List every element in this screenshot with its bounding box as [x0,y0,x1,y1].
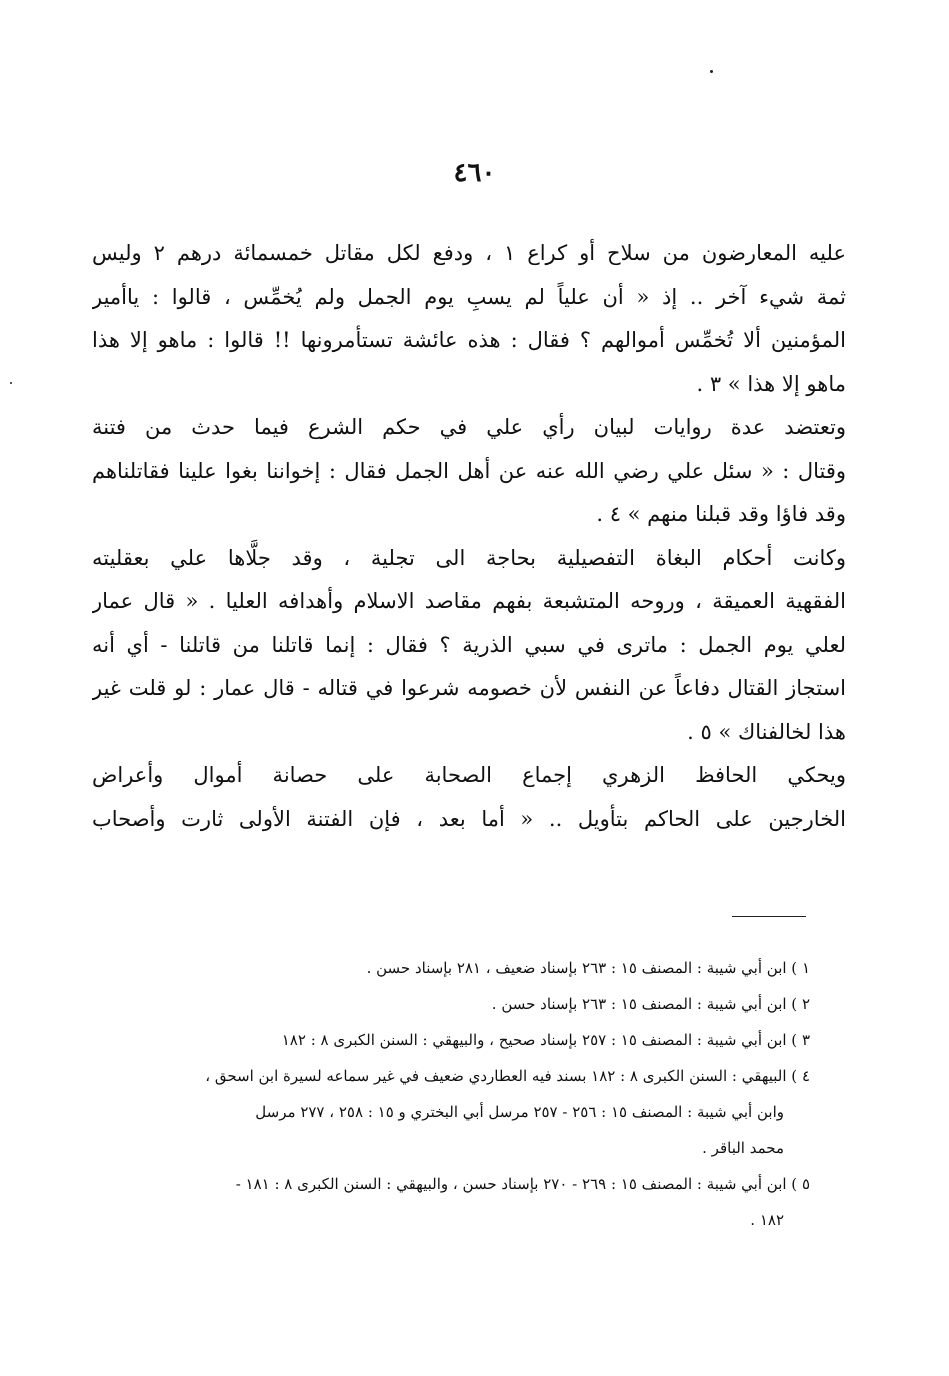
body-line: ويحكي الحافظ الزهري إجماع الصحابة على حصانة أموال وأعراض [92,763,846,787]
footnote-line: ١٨٢ . [750,1211,784,1229]
footnote-line: ٣ ) ابن أبي شيبة : المصنف ١٥ : ٢٥٧ بإسناد صحيح ، والبيهقي : السنن الكبرى ٨ : ١٨٢ [281,1031,810,1049]
body-line: عليه المعارضون من سلاح أو كراع ١ ، ودفع لكل مقاتل خمسمائة درهم ٢ وليس [92,241,846,265]
body-line: وتعتضد عدة روايات لبيان رأي علي في حكم الشرع فيما حدث من فتنة [92,415,846,439]
footnote-line: ٥ ) ابن أبي شيبة : المصنف ١٥ : ٢٦٩ - ٢٧٠ بإسناد حسن ، والبيهقي : السنن الكبرى ٨ : ١٨١ - [235,1175,810,1193]
footnote-line: ١ ) ابن أبي شيبة : المصنف ١٥ : ٢٦٣ بإسناد ضعيف ، ٢٨١ بإسناد حسن . [366,959,810,977]
body-line: استجاز القتال دفاعاً عن النفس لأن خصومه شرعوا في قتاله - قال عمار : لو قلت غير [92,676,846,700]
footnote-line: ٤ ) البيهقي : السنن الكبرى ٨ : ١٨٢ بسند فيه العطاردي ضعيف في غير سماعه لسيرة ابن اسحق ، [205,1067,810,1085]
body-line: ماهو إلا هذا » ٣ . [696,371,846,396]
body-line: الفقهية العميقة ، وروحه المتشبعة بفهم مقاصد الاسلام وأهدافه العليا . « قال عمار [92,589,846,613]
body-line: الخارجين على الحاكم بتأويل .. « أما بعد ، فإن الفتنة الأولى ثارت وأصحاب [92,806,846,831]
scan-speck [10,382,12,384]
scan-speck [710,70,713,73]
footnotes [130,950,810,1238]
body-line: وقد فاؤا وقد قبلنا منهم » ٤ . [596,502,846,526]
page-number: ٤٦٠ [453,158,496,188]
body-line: هذا لخالفناك » ٥ . [687,719,846,744]
footnote-line: محمد الباقر . [702,1139,784,1157]
body-line: ثمة شيء آخر .. إذ « أن علياً لم يسبِ يوم الجمل ولم يُخمِّس ، قالوا : ياأمير [92,284,846,309]
body-line: وكانت أحكام البغاة التفصيلية بحاجة الى تجلية ، وقد جلَّاها علي بعقليته [92,545,846,570]
footnote-line: وابن أبي شيبة : المصنف ١٥ : ٢٥٦ - ٢٥٧ مرسل أبي البختري و ١٥ : ٢٥٨ ، ٢٧٧ مرسل [255,1103,784,1121]
body-line: وقتال : « سئل علي رضي الله عنه عن أهل الجمل فقال : إخواننا بغوا علينا فقاتلناهم [92,458,846,483]
footnote-separator [732,916,806,917]
body-line: المؤمنين ألا تُخمِّس أموالهم ؟ فقال : هذه عائشة تستأمرونها !! قالوا : ماهو إلا هذا [92,328,846,352]
body-line: لعلي يوم الجمل : ماترى في سبي الذرية ؟ فقال : إنما قاتلنا من قاتلنا - أي أنه [92,632,846,657]
body-text [92,232,846,841]
footnote-line: ٢ ) ابن أبي شيبة : المصنف ١٥ : ٢٦٣ بإسناد حسن . [491,995,810,1013]
